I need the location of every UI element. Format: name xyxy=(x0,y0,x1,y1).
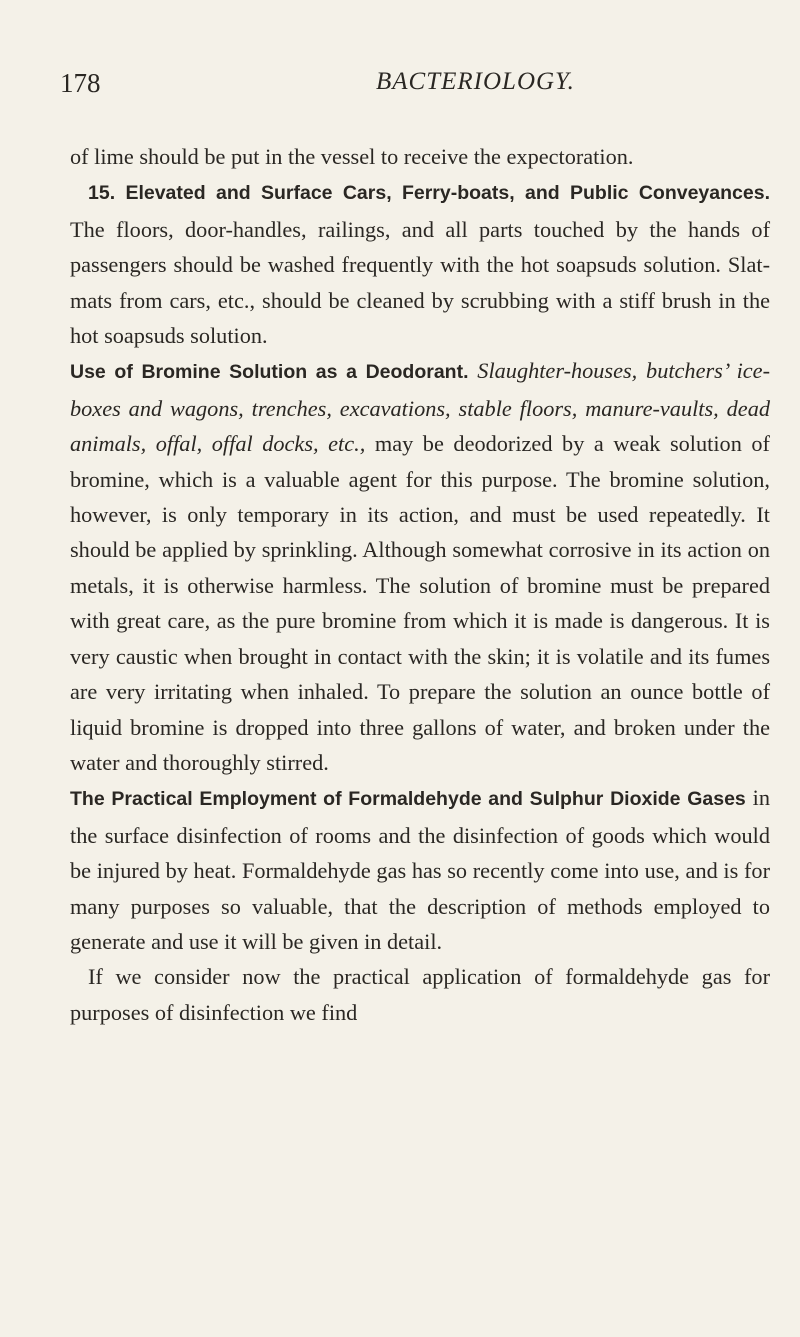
paragraph-public-conveyances xyxy=(70,174,770,353)
page-header xyxy=(60,64,760,104)
paragraph-body: in the surface disinfection of rooms and the disinfection of goods which would be injured by heat. Formaldehyde gas has so recently come into use, and is for many purposes so valuable, that the description of methods employed to generate and use it will be given in detail. xyxy=(70,785,771,954)
running-title: BACTERIOLOGY. xyxy=(376,68,575,95)
paragraph-italic-list: Slaughter-houses, butchers’ ice-boxes and wagons, trenches, excavations, stable floors, manure-vaults, dead animals, offal, offal docks, etc., xyxy=(70,358,770,457)
paragraph-formaldehyde xyxy=(70,780,770,959)
page-number: 178 xyxy=(60,68,101,98)
paragraph-body: may be deodorized by a weak solution of bromine, which is a valuable agent for this purpose. The bromine solution, however, is only temporary in its action, and must be used repeatedly. It should be applied by sprinkling. Although somewhat corrosive in its action on metals, it is otherwise harmless. The solution of bromine must be prepared with great care, as the pure bromine from which it is made is dangerous. It is very caustic when brought in contact with the skin; it is volatile and its fumes are very irritating when inhaled. To prepare the solution an ounce bottle of liquid bromine is dropped into three gallons of water, and broken under the water and thoroughly stirred. xyxy=(70,431,770,775)
paragraph-bromine xyxy=(70,353,770,780)
paragraph-practical-application: If we consider now the practical application of formaldehyde gas for purposes of disinfection we find xyxy=(70,964,770,1025)
section-heading: Use of Bromine Solution as a Deodorant. xyxy=(70,361,469,384)
paragraph-body: The floors, door-handles, railings, and all parts touched by the hands of passengers should be washed frequently with the hot soapsuds solution. Slat-mats from cars, etc., should be cleaned by scrubbing with a stiff brush in the hot soapsuds solution. xyxy=(70,216,770,349)
paragraph-continuation: of lime should be put in the vessel to receive the expectoration. xyxy=(70,144,634,169)
section-heading: 15. Elevated and Surface Cars, Ferry-boats, and Public Conveyances. xyxy=(88,182,770,205)
body-text xyxy=(70,139,770,1030)
section-heading: The Practical Employment of Formaldehyde and Sulphur Dioxide Gases xyxy=(70,788,746,811)
